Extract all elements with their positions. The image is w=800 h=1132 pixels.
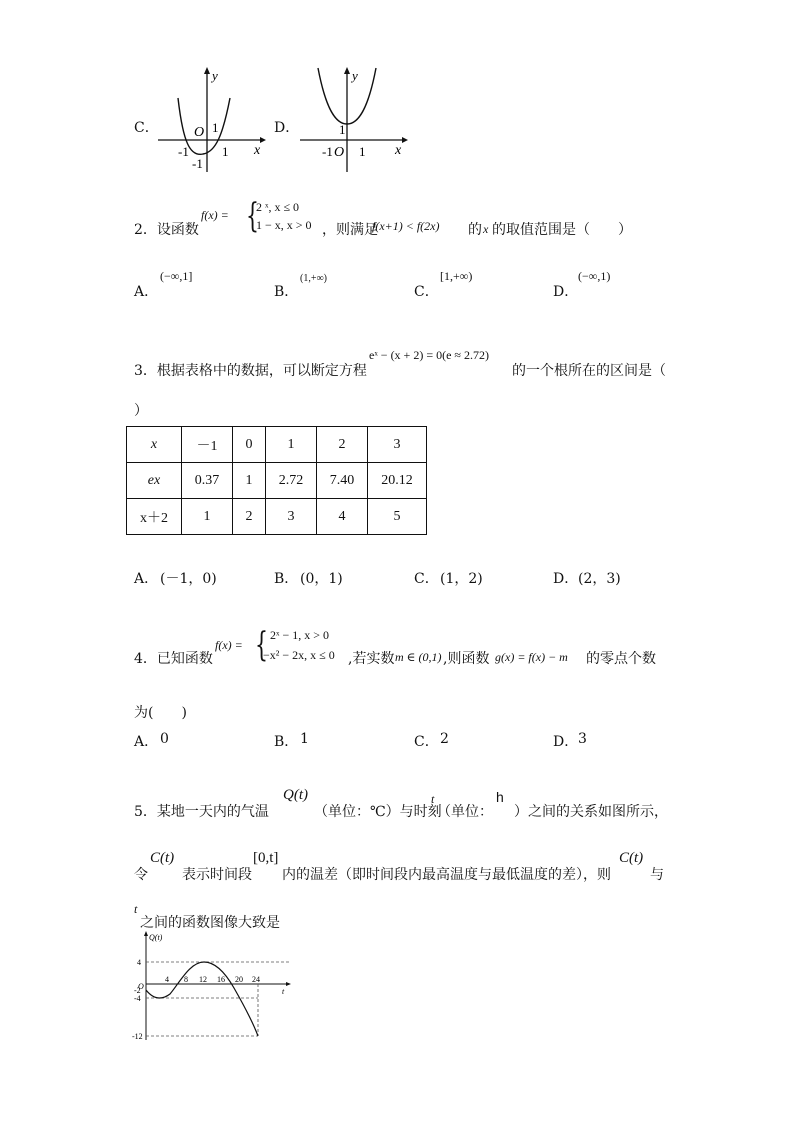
q2-brace: {	[246, 196, 259, 236]
table-cell: 20.12	[368, 463, 427, 499]
table-row	[127, 427, 427, 463]
q3-option-c-value: (1，2)	[440, 571, 483, 587]
table-row	[127, 499, 427, 535]
q5-Ct: C(t)	[150, 850, 175, 866]
graph-c-tick-1-top: 1	[212, 120, 219, 135]
q5-graph-ytick-neg4: -4	[134, 994, 141, 1003]
q5-Qt: Q(t)	[283, 787, 308, 803]
table-cell: 7.40	[317, 463, 368, 499]
table-cell: 2	[233, 499, 266, 535]
q5-graph-origin: O	[138, 982, 144, 991]
q2-case2: 1 − x, x > 0	[256, 218, 312, 232]
table-cell: 0.37	[182, 463, 233, 499]
q5-Ct2: C(t)	[619, 850, 644, 866]
q5-graph-xtick-8: 8	[184, 975, 188, 984]
table-cell: 1	[266, 427, 317, 463]
graph-d-tick-1-top: 1	[339, 122, 346, 137]
table-cell: 2.72	[266, 463, 317, 499]
q4-mid: ,若实数	[348, 651, 395, 667]
graph-c-tick-1-x: 1	[222, 144, 229, 159]
q5-interval: [0,t]	[253, 850, 279, 866]
q4-prefix: 4．已知函数	[134, 651, 213, 667]
q5-line1-a: 5．某地一天内的气温	[134, 804, 269, 820]
q4-fx: f(x) =	[215, 638, 243, 652]
q3-close: ）	[134, 403, 148, 419]
q5-graph-xtick-24: 24	[252, 975, 260, 984]
q5-temperature-graph	[130, 928, 295, 1044]
q2-suffix: 的取值范围是（ ）	[492, 222, 632, 238]
q4-option-d-value: 3	[578, 731, 587, 747]
table-cell: 1	[182, 499, 233, 535]
q3-option-d-value: (2，3)	[578, 571, 621, 587]
q3-equation: eˣ − (x + 2) = 0(e ≈ 2.72)	[369, 348, 489, 362]
q3-option-d-label: D．	[553, 571, 579, 587]
q4-option-a-value: 0	[160, 731, 169, 747]
q4-gx: g(x) = f(x) − m	[495, 650, 568, 664]
q5-line2-c: 内的温差（即时间段内最高温度与最低温度的差），则	[282, 867, 611, 883]
q5-graph-xtick-4: 4	[165, 975, 169, 984]
q4-option-a-label: A．	[134, 734, 159, 750]
q4-case1: 2ˣ − 1, x > 0	[270, 628, 330, 642]
table-cell: ex	[127, 463, 182, 499]
q3-option-b-value: (0，1)	[300, 571, 343, 587]
q4-brace: {	[255, 625, 268, 665]
q3-suffix: 的一个根所在的区间是（	[512, 363, 666, 379]
q3-option-a-value: (－1，0)	[160, 571, 217, 587]
q4-option-b-value: 1	[300, 731, 309, 747]
q5-graph-ytick-neg12: -12	[132, 1032, 143, 1041]
option-c-label: C．	[134, 120, 159, 136]
graph-c	[150, 62, 270, 180]
q3-option-c-label: C．	[414, 571, 439, 587]
graph-d-tick-neg1: -1	[322, 144, 333, 159]
q2-prefix: 2．设函数	[134, 222, 199, 238]
table-cell: 4	[317, 499, 368, 535]
graph-c-tick-neg1-x: -1	[178, 144, 189, 159]
table-cell: －1	[182, 427, 233, 463]
q2-option-b-label: B．	[274, 284, 299, 300]
q5-graph-ytick-neg2: -2	[134, 986, 141, 995]
graph-c-tick-neg1-y: -1	[192, 156, 203, 171]
q5-t2: t	[134, 902, 138, 916]
graph-d-origin: O	[334, 145, 345, 160]
q5-line2-b: 表示时间段	[182, 867, 252, 883]
table-cell: x	[127, 427, 182, 463]
q5-h: h	[496, 789, 504, 805]
q5-line1-b: （单位：℃）与时刻	[314, 804, 442, 820]
q2-option-a-value: (−∞,1]	[160, 269, 193, 283]
graph-d	[292, 62, 412, 180]
q4-m-range: m ∈ (0,1)	[395, 650, 442, 664]
q4-suffix: 的零点个数	[586, 651, 656, 667]
table-cell: 2	[317, 427, 368, 463]
q4-option-d-label: D．	[553, 734, 579, 750]
q2-inequality: f(x+1) < f(2x)	[372, 219, 440, 233]
q4-line2: 为( )	[134, 705, 187, 721]
q5-graph-ylabel: Q(t)	[149, 933, 163, 942]
q5-line2-d: 与	[650, 867, 664, 883]
q5-graph-ytick-4: 4	[137, 958, 141, 967]
graph-d-tick-1-x: 1	[359, 144, 366, 159]
q2-option-a-label: A．	[134, 284, 159, 300]
q2-option-c-label: C．	[414, 284, 439, 300]
option-d-label: D．	[274, 120, 300, 136]
table-cell: 1	[233, 463, 266, 499]
q2-option-b-value: (1,+∞)	[300, 273, 327, 284]
graph-c-x-label: x	[254, 143, 261, 158]
q5-graph-xtick-20: 20	[235, 975, 243, 984]
graph-d-x-label: x	[395, 143, 402, 158]
q2-option-c-value: [1,+∞)	[440, 269, 473, 283]
graph-d-y-label: y	[352, 68, 358, 83]
q2-fx: f(x) =	[201, 208, 229, 222]
q2-option-d-label: D．	[553, 284, 579, 300]
q3-option-b-label: B．	[274, 571, 299, 587]
table-cell: x＋2	[127, 499, 182, 535]
graph-c-origin: O	[194, 125, 205, 140]
q2-de: 的	[468, 222, 482, 238]
q5-line3: 之间的函数图像大致是	[140, 915, 280, 931]
table-row	[127, 463, 427, 499]
q3-prefix: 3．根据表格中的数据，可以断定方程	[134, 363, 367, 379]
q2-x: x	[483, 222, 489, 236]
q5-line2-a: 令	[134, 867, 148, 883]
q2-option-d-value: (−∞,1)	[578, 269, 611, 283]
table-cell: 0	[233, 427, 266, 463]
q2-mid: ，则满足	[322, 222, 378, 238]
q5-graph-xtick-12: 12	[199, 975, 207, 984]
q4-case2: −x² − 2x, x ≤ 0	[263, 648, 335, 662]
table-cell: 3	[266, 499, 317, 535]
table-cell: 5	[368, 499, 427, 535]
q4-mid2: ,则函数	[443, 651, 490, 667]
q3-data-table	[126, 426, 427, 535]
q4-option-c-value: 2	[440, 731, 449, 747]
q2-case1: 2 ˣ, x ≤ 0	[256, 200, 300, 214]
q4-option-b-label: B．	[274, 734, 299, 750]
graph-c-y-label: y	[212, 68, 218, 83]
q4-option-c-label: C．	[414, 734, 439, 750]
q5-line1-c: （单位：	[437, 804, 493, 820]
table-cell: 3	[368, 427, 427, 463]
q5-graph-xtick-16: 16	[217, 975, 225, 984]
q5-t: t	[431, 792, 435, 806]
q3-option-a-label: A．	[134, 571, 159, 587]
q5-line1-d: ）之间的关系如图所示，	[514, 804, 668, 820]
q5-graph-xlabel: t	[282, 987, 285, 996]
